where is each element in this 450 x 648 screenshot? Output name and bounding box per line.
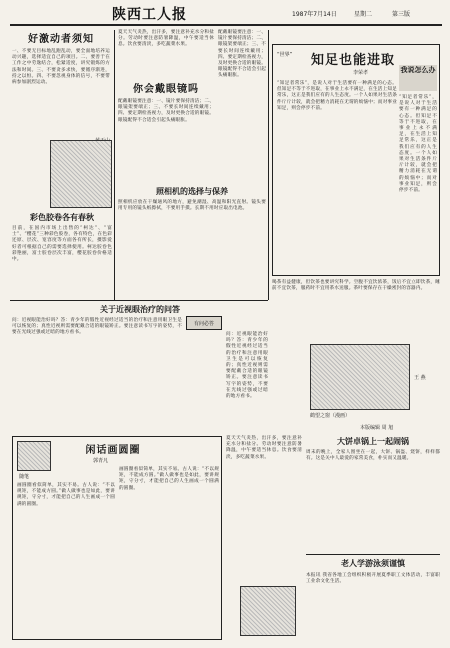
article-camera-text [218,30,266,180]
intro-body: 夏天天气炎热，出汗多，要注意补充水分和盐分。劳动时要注意防暑降温，中午要适当休息。饮食要清淡，多吃蔬菜水果。 [118,30,214,48]
article-body: 目前，在国内市场上出售的“柯达”、“富士”、“樱花”三种彩色胶卷，各有特色，在色彩还原、层次、宽容度等方面各有所长，摄影爱好者可根据自己的需要选择使用。柯达胶卷色彩艳丽，富士胶卷层次丰富，樱花胶卷价格适中。 [12,226,112,263]
feature-body: “知足者常乐”，是说人对于生活要有一种满足的心态。但知足不等于不进取，在事业上永不满足，在生活上知足常乐，这正是我们应有的人生态度。一个人如果对生活条件斤斤计较，就会把精力消耗在无谓的烦恼中；而对事业知足，则会停步不前。 [277,81,397,111]
article-body: 一、不要无目标地乱跑乱动，要全面地培养运动兴趣，选择适宜自己的项目。二、要善于在工作之中劳逸结合，松紧适度，讲究锻炼的方法和时间。三、不要贪多求快，要循序渐进，持之以恒。四、不要忽视身体的信号，不要带病参加剧烈运动。 [12,49,110,86]
feature-author: 李荣孝 [353,70,369,76]
article-film [12,212,112,294]
editor-label-text: 本版编辑 [360,425,381,431]
story-author: 郭青凡 [93,458,109,464]
article-title: 彩色胶卷各有春秋 [30,213,94,222]
feature-title: 知足也能进取 [310,53,395,68]
article-glasses [118,30,214,180]
masthead [0,0,450,24]
article-body: 周末的晚上，全家人围坐在一起，大饼、锅盔、烧饼，样样都有。这是关中人最爱的家常美食，朴实而又温暖。 [306,450,440,462]
illustration-liangyou [50,140,112,208]
page-number: 第三版 [392,11,411,18]
column-rule [268,30,269,300]
feature-kicker: “世界” [277,52,293,58]
article-title: 关于近视眼治疗的问答 [100,305,180,314]
cartoon-author: 王 燕 [414,375,426,381]
article-myopia [12,304,268,434]
article-title: 大饼卓锅上一起闹锅 [337,437,409,446]
footer-article-title: 老人学游泳须谨慎 [306,554,440,569]
qa-badge: 有问必答 [186,316,222,330]
article-body: 配戴眼镜要注意：一、镜片要保持清洁；二、眼镜架要端正；三、不要长时间连续戴用；四、要定期检查视力，及时更换合适的眼镜。眼镜配得不合适会引起头痛眼胀。 [218,30,266,79]
news-photo [240,586,296,636]
feature-box [272,44,440,276]
feature-body-col2: “知足者常乐”，是说人对于生活要有一种满足的心态。但知足不等于不进取，在事业上永不满足，在生活上知足常乐，这正是我们应有的人生态度。一个人如果对生活条件斤斤计较，就会把精力消耗在无谓的烦恼中；而对事业知足，则会停步不前。 [399,95,437,194]
column-rule [114,30,115,300]
footer-article-body: 本报讯 我省各地工会组织积极开展夏季职工文体活动，丰富职工业余文化生活。 [306,573,440,585]
article-camera [118,186,266,294]
story-box [12,436,222,640]
story-body-col2: 画圆圈看似简单，其实不易。古人说：“不以规矩，不能成方圆。”做人做事也是如此，要讲规矩，守分寸，才能把自己的人生画成一个圆满的圆圈。 [119,467,219,491]
article-fitness [12,30,110,140]
article-title: 好激动者须知 [28,34,94,45]
editor-label [360,424,440,432]
article-body: 照相机应放在干燥通风的地方，避免潮湿、高温和阳光直射。镜头要用专用的镜头纸擦拭，不要用手摸。长期不用时应取出电池。 [118,200,266,212]
article-title: 照相机的选择与保养 [156,187,228,196]
cartoon-block [310,344,440,422]
article-food [306,436,440,640]
article-body: 配戴眼镜要注意：一、镜片要保持清洁；二、眼镜架要端正；三、不要长时间连续戴用；四、要定期检查视力，及时更换合适的眼镜。眼镜配得不合适会引起头痛眼胀。 [118,99,214,123]
article-tea [272,280,440,340]
story-badge: 随笔 [19,474,30,480]
issue-date: 1987年7月14日 [292,11,337,18]
newspaper-name: 陕西工人报 [112,7,187,23]
article-body-col2: 问：近视眼能治好吗？答：青少年的假性近视经过适当的治疗和注意用眼卫生是可以恢复的；真性近视则需要配戴合适的眼镜矫正。要注意读书写字的姿势，不要在光线过强或过暗的地方看书。 [226,332,268,400]
editor-name: 周 旭 [381,425,394,431]
masthead-rule [10,24,442,26]
story-body: 画圆圈看似简单，其实不易。古人说：“不以规矩，不能成方圆。”做人做事也是如此，要讲规矩，守分寸，才能把自己的人生画成一个圆满的圆圈。 [17,483,115,507]
issue-weekday: 星期二 [354,11,373,18]
story-badge-icon [17,441,51,471]
article-title: 你会戴眼镜吗 [133,84,199,95]
story-title: 闲话画圆圈 [85,445,141,456]
feature-badge: 我说怎么办 [399,65,437,91]
article-body: 喝茶有益健康，但饮茶也要讲究科学。空腹不宜饮浓茶，饭后不宜立即饮茶，睡前不宜饮茶，服药时不宜用茶水送服。茶叶要保存在干燥密封的容器内。 [272,280,440,292]
article-body: 问：近视眼能治好吗？答：青少年的假性近视经过适当的治疗和注意用眼卫生是可以恢复的；真性近视则需要配戴合适的眼镜矫正。要注意读书写字的姿势，不要在光线过强或过暗的地方看书。 [12,318,182,336]
section-rule [10,300,268,301]
cartoon-image [310,344,410,410]
cartoon-caption: 鹤望之窗（漫画） [310,413,351,419]
article-body: 夏天天气炎热，出汗多，要注意补充水分和盐分。劳动时要注意防暑降温，中午要适当休息。饮食要清淡，多吃蔬菜水果。 [226,436,302,460]
